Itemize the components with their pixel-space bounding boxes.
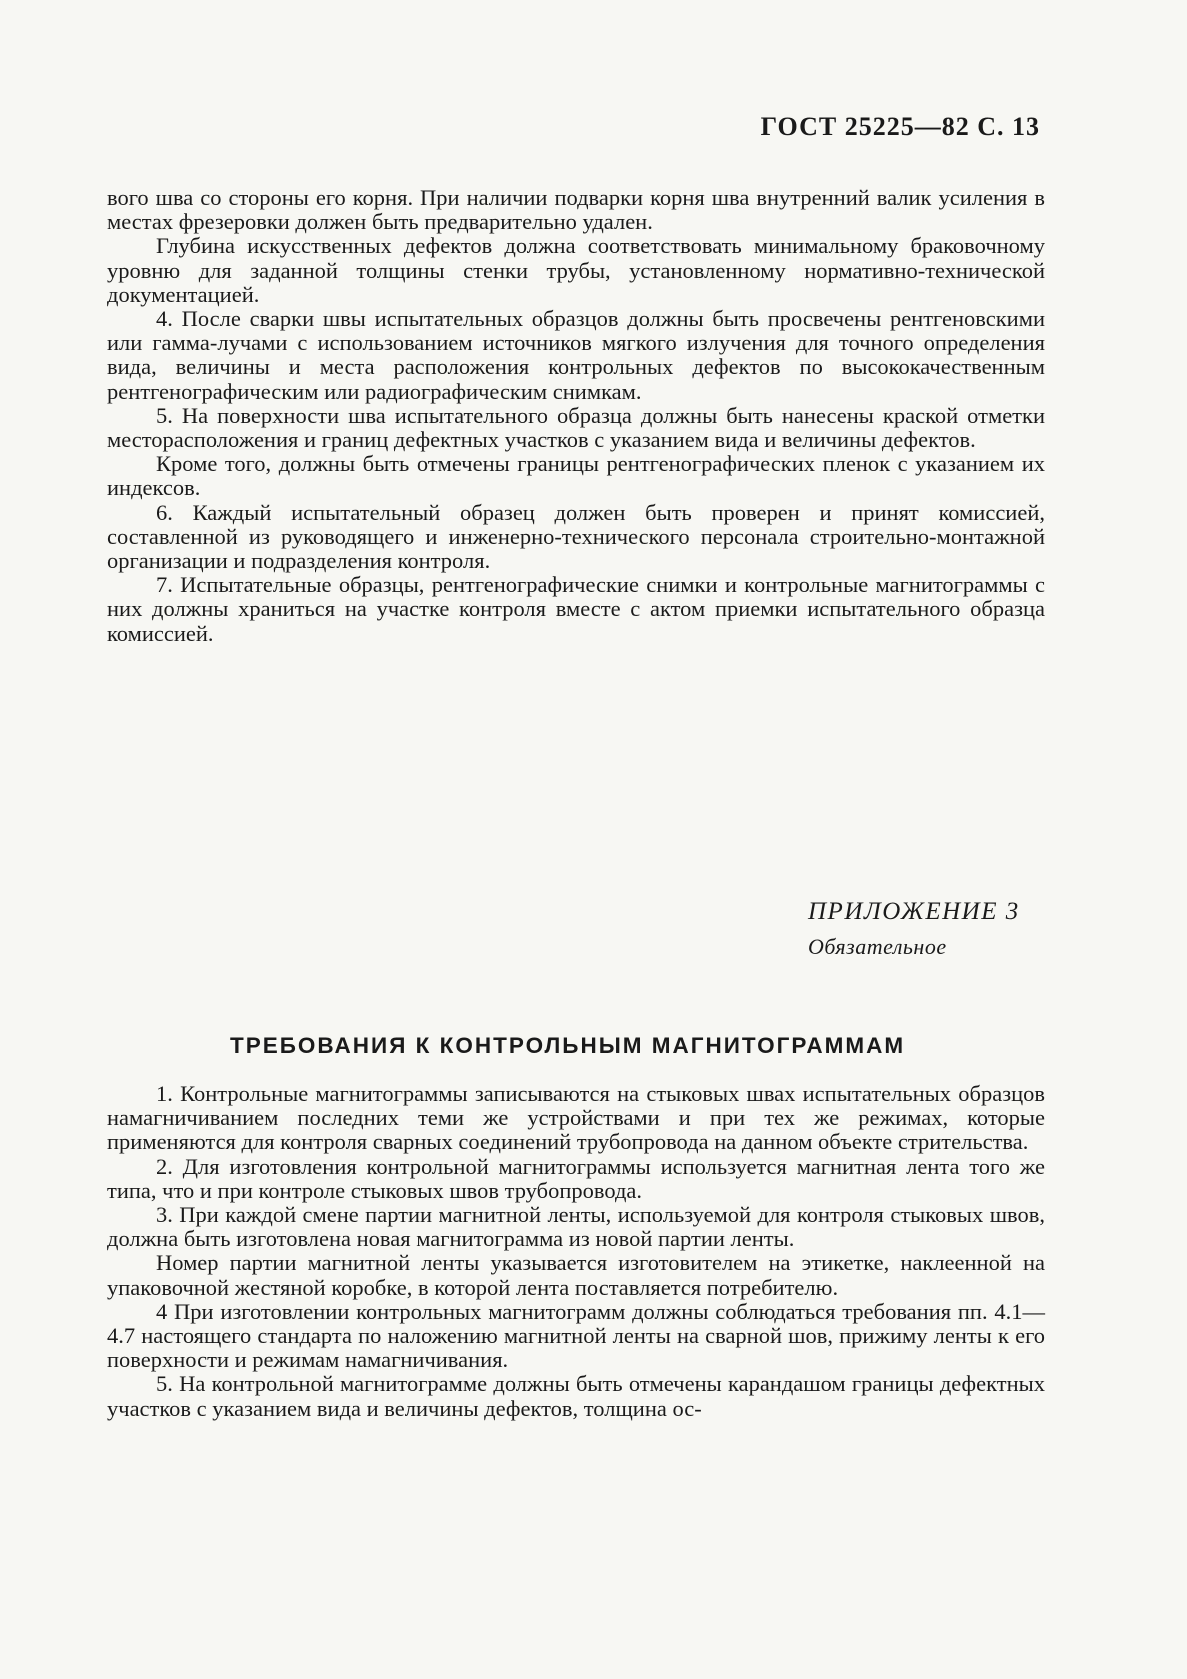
top-text-block: [107, 186, 1045, 646]
section-text-block: [107, 1082, 1045, 1421]
page-header: ГОСТ 25225—82 С. 13: [760, 112, 1040, 141]
section-title: ТРЕБОВАНИЯ К КОНТРОЛЬНЫМ МАГНИТОГРАММАМ: [230, 1033, 906, 1058]
paragraph-item-7: 7. Испытательные образцы, рентгенографические снимки и контрольные магнитограммы с них должны храниться на участке контроля вместе с актом приемки испытательного образца комиссией.: [107, 572, 1045, 646]
paragraph-item-5: 5. На контрольной магнитограмме должны быть отмечены карандашом границы дефектных участков с указанием вида и величины дефектов, толщина ос-: [107, 1371, 1045, 1421]
paragraph-item-2: 2. Для изготовления контрольной магнитограммы используется магнитная лента того же типа, что и при контроле стыковых швов трубопровода.: [107, 1153, 1045, 1203]
paragraph-item-3: 3. При каждой смене партии магнитной ленты, используемой для контроля стыковых швов, должна быть изготовлена новая магнитограмма из новой партии ленты.: [107, 1202, 1045, 1252]
paragraph-continuation: вого шва со стороны его корня. При наличии подварки корня шва внутренний валик усиления в местах фрезеровки должен быть предварительно удален.: [107, 185, 1045, 235]
paragraph: Глубина искусственных дефектов должна соответствовать минимальному браковочному уровню для заданной толщины стенки трубы, установленному нормативно-технической документацией.: [107, 233, 1045, 307]
paragraph-item-4: 4. После сварки швы испытательных образцов должны быть просвечены рентгеновскими или гамма-лучами с использованием источников мягкого излучения для точного определения вида, величины и места расположения контрольных дефектов по высококачественным рентгенографическим или радиографическим снимкам.: [107, 306, 1045, 404]
paragraph: Номер партии магнитной ленты указывается изготовителем на этикетке, наклеенной на упаковочной жестяной коробке, в которой лента поставляется потребителю.: [107, 1250, 1045, 1300]
paragraph-item-5: 5. На поверхности шва испытательного образца должны быть нанесены краской отметки месторасположения и границ дефектных участков с указанием вида и величины дефектов.: [107, 402, 1045, 453]
paragraph: Кроме того, должны быть отмечены границы рентгенографических пленок с указанием их индексов.: [107, 451, 1045, 501]
paragraph-item-6: 6. Каждый испытательный образец должен быть проверен и принят комиссией, составленной из руководящего и инженерно-технического персонала строительно-монтажной организации и подразделения контроля.: [107, 499, 1045, 574]
paragraph-item-4: 4 При изготовлении контрольных магнитограмм должны соблюдаться требования пп. 4.1—4.7 настоящего стандарта по наложению магнитной ленты на сварной шов, прижиму ленты к его поверхности и режимам намагничивания.: [107, 1298, 1045, 1373]
appendix-note: Обязательное: [808, 934, 947, 959]
appendix-heading: [808, 894, 1020, 964]
paragraph-item-1: 1. Контрольные магнитограммы записываются на стыковых швах испытательных образцов намагничиванием последних теми же устройствами и при тех же режимах, которые применяются для контроля сварных соединений трубопровода на данном объекте стрительства.: [107, 1081, 1045, 1155]
appendix-label: ПРИЛОЖЕНИЕ 3: [808, 898, 1020, 925]
